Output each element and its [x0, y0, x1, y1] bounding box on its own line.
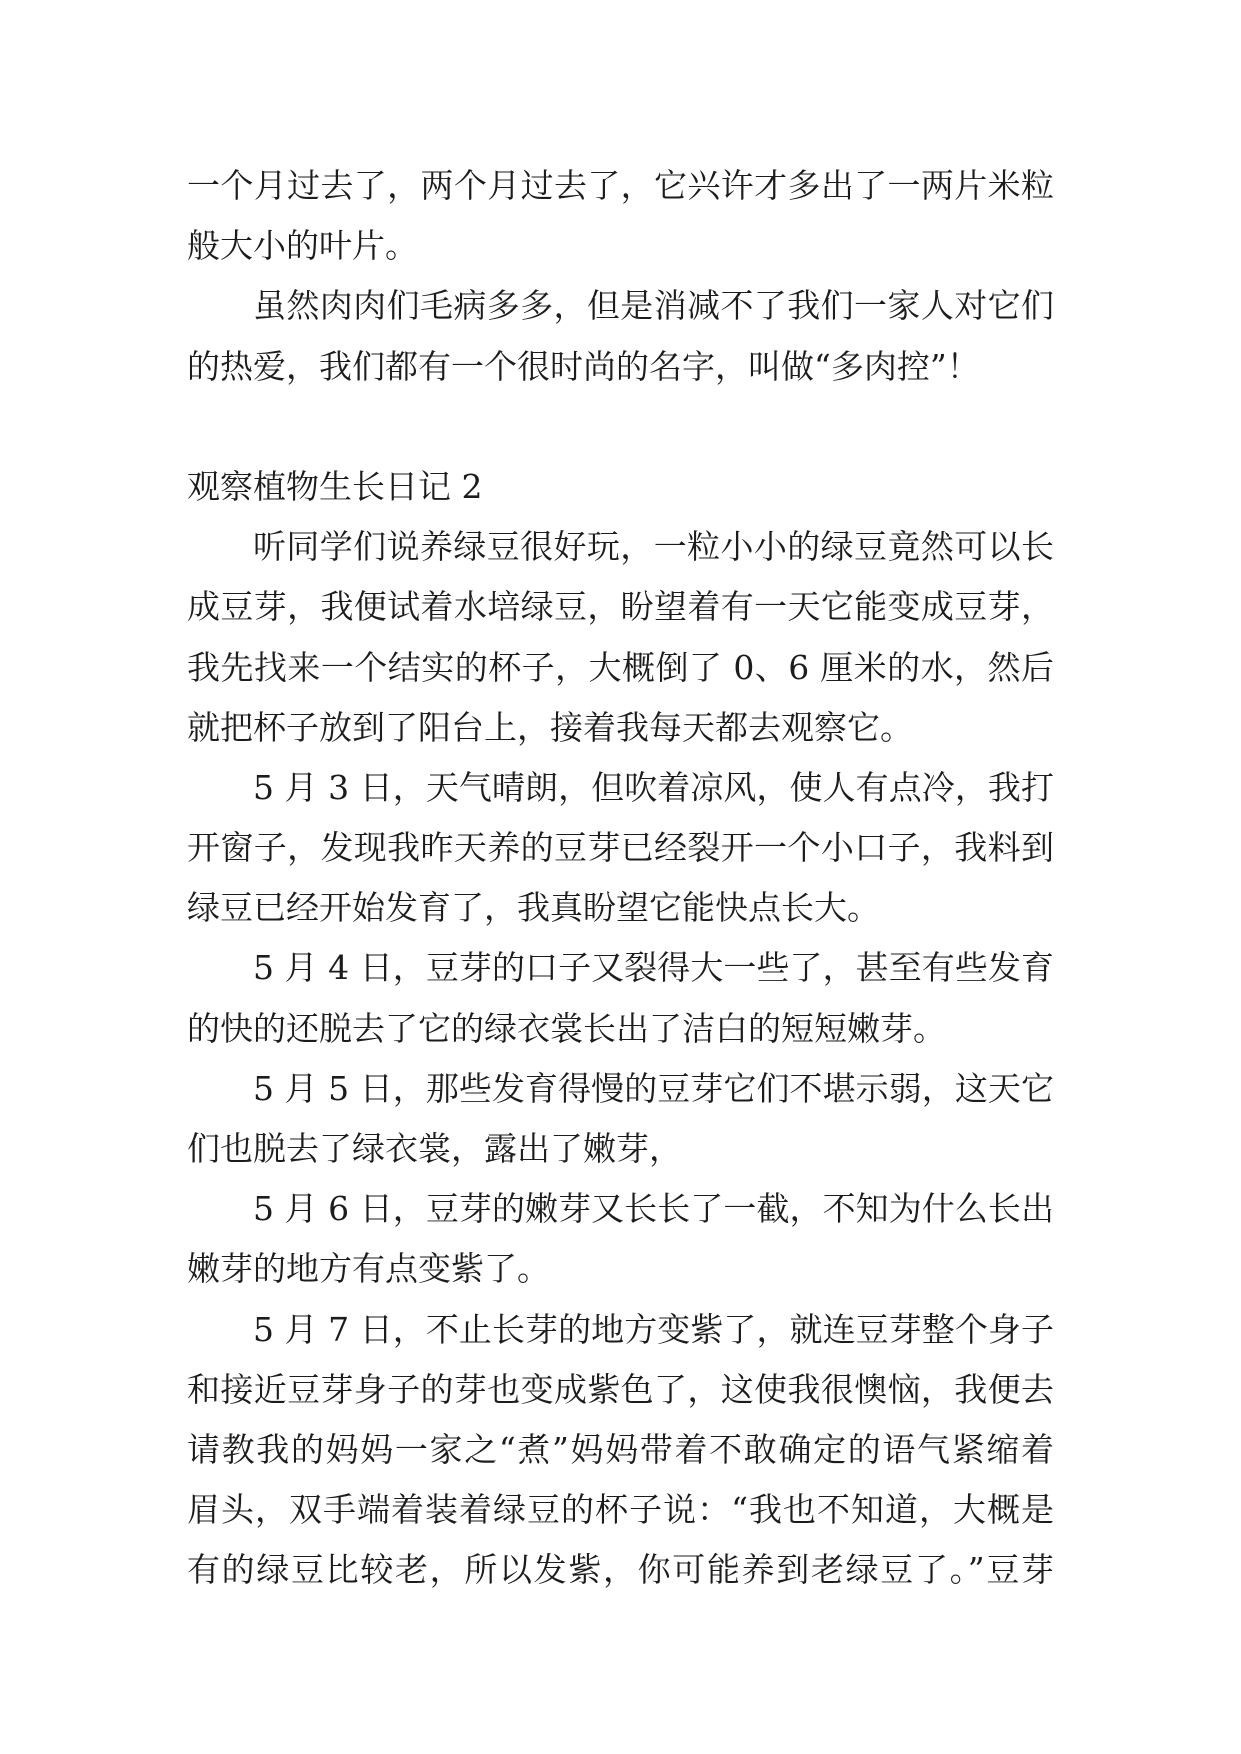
paragraph-line: 开窗子，发现我昨天养的豆芽已经裂开一个小口子，我料到 — [187, 828, 1054, 868]
paragraph-line: 的快的还脱去了它的绿衣裳长出了洁白的短短嫩芽。 — [187, 1008, 946, 1048]
paragraph-line: 们也脱去了绿衣裳，露出了嫩芽， — [187, 1129, 682, 1168]
paragraph-line: 虽然肉肉们毛病多多，但是消减不了我们一家人对它们 — [253, 286, 1054, 326]
paragraph-line: 听同学们说养绿豆很好玩，一粒小小的绿豆竟然可以长 — [253, 527, 1054, 567]
paragraph-line: 5 月 7 日，不止长芽的地方变紫了，就连豆芽整个身子 — [253, 1309, 1054, 1349]
paragraph — [187, 276, 1241, 396]
paragraph-line: 和接近豆芽身子的芽也变成紫色了，这使我很懊恼，我便去 — [187, 1369, 1054, 1409]
paragraph — [187, 1179, 1241, 1299]
paragraph-line: 绿豆已经开始发育了，我真盼望它能快点长大。 — [187, 888, 880, 928]
paragraph-line: 有的绿豆比较老，所以发紫，你可能养到老绿豆了。”豆芽 — [187, 1550, 1054, 1590]
paragraph-line: 一个月过去了，两个月过去了，它兴许才多出了一两片米粒 — [187, 166, 1054, 205]
paragraph-line: 请教我的妈妈一家之“煮”妈妈带着不敢确定的语气紧缩着 — [187, 1429, 1054, 1469]
paragraph — [187, 1300, 1241, 1601]
paragraph-line: 的热爱，我们都有一个很时尚的名字，叫做“多肉控”！ — [187, 346, 980, 386]
paragraph — [187, 938, 1241, 1058]
paragraph-line: 5 月 6 日，豆芽的嫩芽又长长了一截，不知为什么长出 — [253, 1189, 1054, 1229]
paragraph-line: 5 月 4 日，豆芽的口子又裂得大一些了，甚至有些发育 — [253, 948, 1054, 988]
paragraph — [187, 1059, 1241, 1179]
paragraph — [187, 156, 1241, 276]
paragraph-line: 眉头，双手端着装着绿豆的杯子说：“我也不知道，大概是 — [187, 1490, 1054, 1530]
paragraph-line: 5 月 5 日，那些发育得慢的豆芽它们不堪示弱，这天它 — [253, 1068, 1054, 1108]
blank-line — [187, 397, 1241, 457]
paragraph — [187, 758, 1241, 939]
section-title: 观察植物生长日记 2 — [187, 466, 483, 506]
paragraph-line: 般大小的叶片。 — [187, 226, 418, 266]
paragraph-line: 就把杯子放到了阳台上，接着我每天都去观察它。 — [187, 707, 913, 747]
paragraph-line: 成豆芽，我便试着水培绿豆，盼望着有一天它能变成豆芽， — [187, 587, 1054, 627]
paragraph-line: 5 月 3 日，天气晴朗，但吹着凉风，使人有点冷，我打 — [253, 767, 1054, 807]
paragraph-line: 我先找来一个结实的杯子，大概倒了 0、6 厘米的水，然后 — [187, 647, 1054, 687]
paragraph-line: 嫩芽的地方有点变紫了。 — [187, 1249, 550, 1289]
paragraph — [187, 517, 1241, 758]
